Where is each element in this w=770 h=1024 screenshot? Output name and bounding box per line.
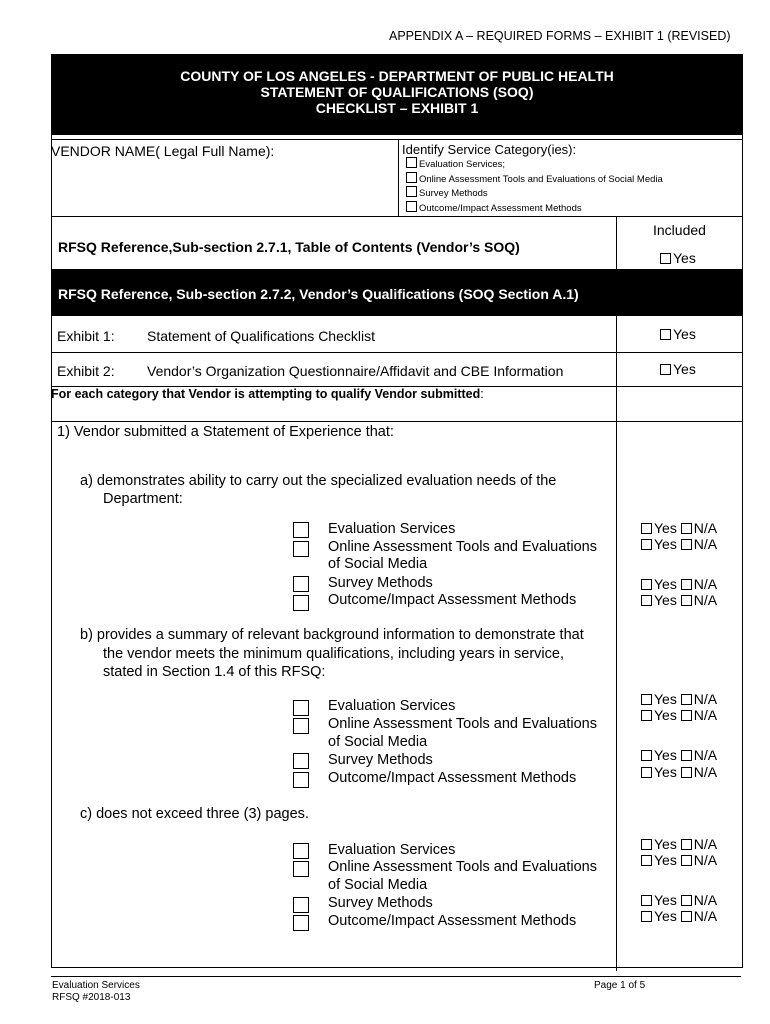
checkbox[interactable] bbox=[681, 855, 692, 866]
checkbox[interactable] bbox=[641, 539, 652, 550]
b-survey-yes-na[interactable]: Yes N/A bbox=[641, 747, 717, 763]
sub-c-line-1: c) does not exceed three (3) pages. bbox=[80, 806, 309, 822]
service-category-options bbox=[406, 157, 663, 215]
sub-a-line-2: Department: bbox=[103, 491, 183, 507]
a-outcome-label: Outcome/Impact Assessment Methods bbox=[328, 592, 577, 608]
vendor-name-label: VENDOR NAME( Legal Full Name): bbox=[51, 143, 275, 159]
checkbox[interactable] bbox=[681, 579, 692, 590]
exhibit-1-num: Exhibit 1: bbox=[57, 328, 115, 344]
c-survey-label: Survey Methods bbox=[328, 895, 433, 911]
c-outcome-yes-na[interactable]: Yes N/A bbox=[641, 908, 717, 924]
c-eval-yes-na[interactable]: Yes N/A bbox=[641, 836, 717, 852]
c-survey-yes-na[interactable]: Yes N/A bbox=[641, 892, 717, 908]
c-online-label-2: of Social Media bbox=[328, 877, 428, 893]
checkbox[interactable] bbox=[406, 157, 417, 168]
c-outcome-label: Outcome/Impact Assessment Methods bbox=[328, 913, 577, 929]
checkbox[interactable] bbox=[660, 329, 671, 340]
checkbox[interactable] bbox=[681, 595, 692, 606]
checkbox[interactable] bbox=[660, 253, 671, 264]
checkbox[interactable] bbox=[641, 710, 652, 721]
checkbox[interactable] bbox=[406, 172, 417, 183]
a-survey-label: Survey Methods bbox=[328, 575, 433, 591]
b-online-checkbox[interactable] bbox=[293, 718, 309, 734]
checkbox[interactable] bbox=[406, 201, 417, 212]
sub-a-line-1: a) demonstrates ability to carry out the specialized evaluation needs of the bbox=[80, 473, 557, 489]
b-survey-checkbox[interactable] bbox=[293, 753, 309, 769]
b-online-yes-na[interactable]: Yes N/A bbox=[641, 707, 717, 723]
footer-rule bbox=[51, 976, 741, 977]
a-eval-label: Evaluation Services bbox=[328, 521, 456, 537]
sub-b-line-1: b) provides a summary of relevant background information to demonstrate that bbox=[80, 627, 584, 643]
checkbox[interactable] bbox=[660, 364, 671, 375]
included-label: Included bbox=[653, 222, 706, 238]
c-eval-checkbox[interactable] bbox=[293, 843, 309, 859]
item-1: 1) Vendor submitted a Statement of Experience that: bbox=[57, 424, 394, 440]
a-survey-checkbox[interactable] bbox=[293, 576, 309, 592]
sub-b-line-3: stated in Section 1.4 of this RFSQ: bbox=[103, 664, 326, 680]
a-online-label-1: Online Assessment Tools and Evaluations bbox=[328, 539, 597, 555]
exhibit-1-desc: Statement of Qualifications Checklist bbox=[147, 328, 375, 344]
a-online-yes-na[interactable]: Yes N/A bbox=[641, 536, 717, 552]
footer-left-2: RFSQ #2018-013 bbox=[52, 992, 131, 1003]
checkbox[interactable] bbox=[681, 911, 692, 922]
qualifications-header: RFSQ Reference, Sub-section 2.7.2, Vendor’s Qualifications (SOQ Section A.1) bbox=[58, 286, 579, 302]
checkbox[interactable] bbox=[641, 750, 652, 761]
a-outcome-yes-na[interactable]: Yes N/A bbox=[641, 592, 717, 608]
b-outcome-label: Outcome/Impact Assessment Methods bbox=[328, 770, 577, 786]
footer-page-number: Page 1 of 5 bbox=[594, 980, 646, 991]
checkbox[interactable] bbox=[641, 595, 652, 606]
service-option-survey[interactable]: Survey Methods bbox=[406, 186, 663, 201]
title-line-3: CHECKLIST – EXHIBIT 1 bbox=[315, 100, 479, 116]
checkbox[interactable] bbox=[641, 911, 652, 922]
b-online-label-1: Online Assessment Tools and Evaluations bbox=[328, 716, 597, 732]
exhibit-2-yes[interactable]: Yes bbox=[660, 361, 696, 377]
b-eval-checkbox[interactable] bbox=[293, 700, 309, 716]
checkbox[interactable] bbox=[681, 767, 692, 778]
b-eval-label: Evaluation Services bbox=[328, 698, 456, 714]
form-title-block bbox=[51, 54, 743, 135]
a-online-checkbox[interactable] bbox=[293, 541, 309, 557]
c-outcome-checkbox[interactable] bbox=[293, 915, 309, 931]
toc-yes[interactable]: Yes bbox=[660, 250, 696, 266]
exhibit-1-yes[interactable]: Yes bbox=[660, 326, 696, 342]
b-outcome-yes-na[interactable]: Yes N/A bbox=[641, 764, 717, 780]
appendix-header: APPENDIX A – REQUIRED FORMS – EXHIBIT 1 (REVISED) bbox=[389, 29, 731, 43]
checkbox[interactable] bbox=[681, 539, 692, 550]
a-survey-yes-na[interactable]: Yes N/A bbox=[641, 576, 717, 592]
checkbox[interactable] bbox=[641, 523, 652, 534]
for-each-instruction: For each category that Vendor is attempting to qualify Vendor submitted: bbox=[51, 387, 484, 401]
checkbox[interactable] bbox=[681, 750, 692, 761]
c-online-yes-na[interactable]: Yes N/A bbox=[641, 852, 717, 868]
service-option-evaluation[interactable]: Evaluation Services; bbox=[406, 157, 663, 172]
a-eval-yes-na[interactable]: Yes N/A bbox=[641, 520, 717, 536]
checkbox[interactable] bbox=[641, 895, 652, 906]
checkbox[interactable] bbox=[681, 895, 692, 906]
title-line-1: COUNTY OF LOS ANGELES - DEPARTMENT OF PUBLIC HEALTH bbox=[180, 68, 614, 84]
c-online-checkbox[interactable] bbox=[293, 861, 309, 877]
a-online-label-2: of Social Media bbox=[328, 556, 428, 572]
toc-row-label: RFSQ Reference,Sub-section 2.7.1, Table of Contents (Vendor’s SOQ) bbox=[58, 239, 520, 255]
b-online-label-2: of Social Media bbox=[328, 734, 428, 750]
checkbox[interactable] bbox=[641, 694, 652, 705]
checkbox[interactable] bbox=[641, 839, 652, 850]
checkbox[interactable] bbox=[681, 523, 692, 534]
service-option-outcome[interactable]: Outcome/Impact Assessment Methods bbox=[406, 201, 663, 216]
b-outcome-checkbox[interactable] bbox=[293, 772, 309, 788]
a-eval-checkbox[interactable] bbox=[293, 522, 309, 538]
exhibit-2-desc: Vendor’s Organization Questionnaire/Affidavit and CBE Information bbox=[147, 363, 564, 379]
b-eval-yes-na[interactable]: Yes N/A bbox=[641, 691, 717, 707]
c-online-label-1: Online Assessment Tools and Evaluations bbox=[328, 859, 597, 875]
service-category-label: Identify Service Category(ies): bbox=[402, 142, 577, 157]
c-survey-checkbox[interactable] bbox=[293, 897, 309, 913]
checkbox[interactable] bbox=[641, 579, 652, 590]
checkbox[interactable] bbox=[681, 694, 692, 705]
checkbox[interactable] bbox=[406, 186, 417, 197]
checkbox[interactable] bbox=[681, 839, 692, 850]
c-eval-label: Evaluation Services bbox=[328, 842, 456, 858]
title-line-2: STATEMENT OF QUALIFICATIONS (SOQ) bbox=[260, 84, 534, 100]
exhibit-2-num: Exhibit 2: bbox=[57, 363, 115, 379]
b-survey-label: Survey Methods bbox=[328, 752, 433, 768]
sub-b-line-2: the vendor meets the minimum qualifications, including years in service, bbox=[103, 646, 564, 662]
checkbox[interactable] bbox=[681, 710, 692, 721]
checkbox[interactable] bbox=[641, 767, 652, 778]
a-outcome-checkbox[interactable] bbox=[293, 595, 309, 611]
footer-left-1: Evaluation Services bbox=[52, 980, 140, 991]
checkbox[interactable] bbox=[641, 855, 652, 866]
service-option-online[interactable]: Online Assessment Tools and Evaluations of Social Media bbox=[406, 172, 663, 187]
